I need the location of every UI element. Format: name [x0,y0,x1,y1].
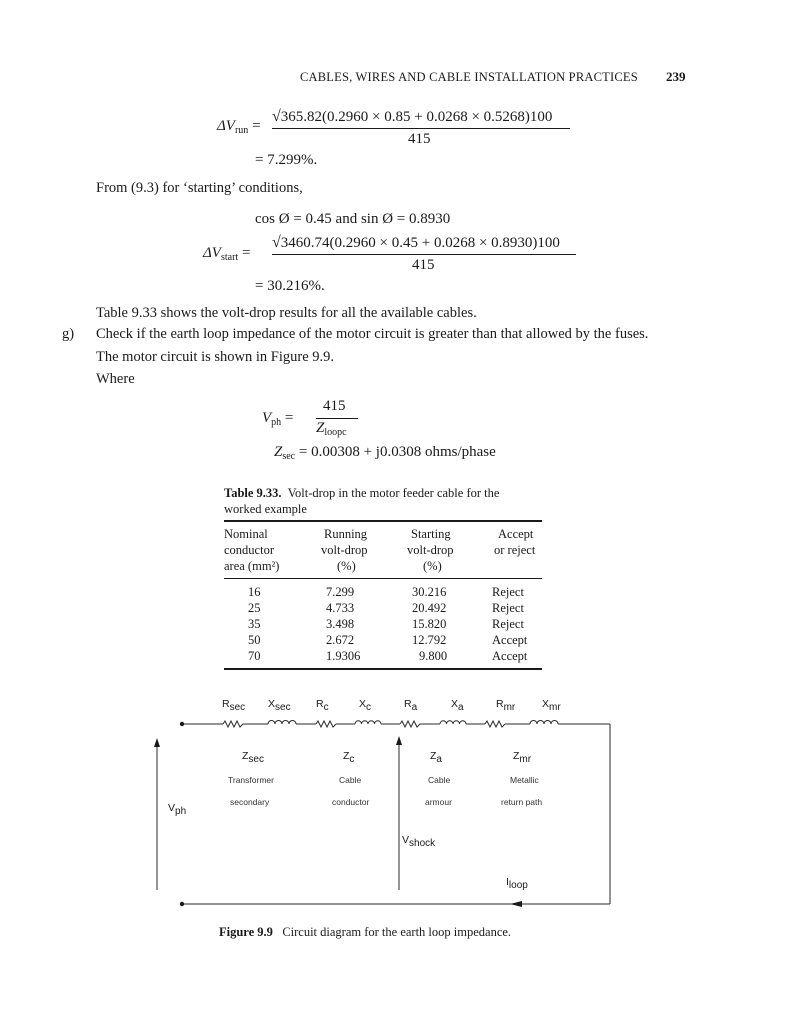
label-x-a: Xa [451,698,464,713]
eq-run-result: = 7.299%. [255,152,318,168]
label-iloop: Iloop [506,876,528,891]
table-caption: Table 9.33. Volt-drop in the motor feeder cable for the [224,486,500,500]
label-z-c-line2: conductor [332,797,370,807]
table-cell: 12.792 [412,633,447,647]
item-g-line2: The motor circuit is shown in Figure 9.9. [96,349,335,365]
label-z-c: Zc [343,750,355,765]
table-cell: 4.733 [326,601,355,615]
label-r-c: Rc [316,698,329,713]
vph-arrowhead-icon [154,738,160,747]
figure-caption: Figure 9.9 Circuit diagram for the earth loop impedance. [219,925,512,939]
terminal-dot-top [180,722,184,726]
table-cell: Reject [492,601,524,615]
inductor-x-mr-icon [530,721,558,725]
resistor-r-sec-icon [223,721,243,727]
label-z-a-line2: armour [425,797,452,807]
table-header-cell: Starting [411,527,451,541]
table-cell: 35 [248,617,261,631]
eq-run-denominator: 415 [408,131,431,147]
table-cell: 1.9306 [326,649,361,663]
table-header-cell: Accept [498,527,534,541]
table-cell: 2.672 [326,633,355,647]
eq-start-cos: cos Ø = 0.45 and sin Ø = 0.8930 [255,211,451,227]
terminal-dot-bottom [180,902,184,906]
inductor-x-c-icon [355,721,381,724]
label-x-mr: Xmr [542,698,561,713]
eq-vph-denominator: $Z_{loopc}$ [316,420,347,438]
inductor-x-sec-icon [268,721,296,725]
label-z-mr: Zmr [513,750,532,765]
vshock-arrowhead-icon [396,736,402,745]
eq-start-result: = 30.216%. [255,278,325,294]
table-cell: Accept [492,649,528,663]
eq-run-lhs: $\Delta V_{run}$ = [217,118,261,136]
resistor-r-mr-icon [485,721,505,727]
iloop-arrowhead-icon [510,901,522,907]
table-cell: 20.492 [412,601,447,615]
inductor-x-a-icon [440,721,466,724]
table-header-cell: Running [324,527,368,541]
table-cell: 70 [248,649,261,663]
table-header-cell: or reject [494,543,536,557]
table-cell: 16 [248,585,261,599]
table-cell: 25 [248,601,261,615]
table-header-cell: volt-drop [321,543,368,557]
starting-intro: From (9.3) for ‘starting’ conditions, [96,180,303,196]
running-title: CABLES, WIRES AND CABLE INSTALLATION PRACTICES [300,70,638,84]
label-z-a: Za [430,750,442,765]
label-z-a-line1: Cable [428,775,451,785]
table-cell: Accept [492,633,528,647]
item-g-text: Check if the earth loop impedance of the motor circuit is greater than that allowed by the fuses. [96,326,649,342]
table-header-cell: area (mm²) [224,559,280,573]
label-z-sec: Zsec [242,750,264,765]
eq-vph-numerator: 415 [323,398,346,414]
label-z-sec-line2: secondary [230,797,270,807]
eq-start-numerator: √3460.74(0.2960 × 0.45 + 0.0268 × 0.8930)100 [272,234,560,251]
label-x-c: Xc [359,698,372,713]
label-vshock: Vshock [402,834,436,849]
table-cell: Reject [492,617,524,631]
table-cell: 7.299 [326,585,355,599]
table-header-cell: (%) [337,559,356,573]
page-number: 239 [666,69,686,84]
table-cell: Reject [492,585,524,599]
label-r-a: Ra [404,698,418,713]
resistor-r-c-icon [316,721,336,727]
table-header-cell: (%) [423,559,442,573]
table-header-cell: volt-drop [407,543,454,557]
table-cell: 50 [248,633,261,647]
table-header-cell: conductor [224,543,274,557]
label-vph: Vph [168,802,187,817]
eq-start-denominator: 415 [412,257,435,273]
label-r-sec: Rsec [222,698,246,713]
label-r-mr: Rmr [496,698,516,713]
eq-zsec: $Z_{sec} = 0.00308 + j0.0308$ ohms/phase [274,444,496,462]
eq-start-lhs: $\Delta V_{start}$ = [203,245,251,263]
table-cell: 30.216 [412,585,447,599]
label-z-mr-line2: return path [501,797,543,807]
table-caption-line2: worked example [224,502,307,516]
label-z-c-line1: Cable [339,775,362,785]
item-g-marker: g) [62,326,75,342]
label-z-mr-line1: Metallic [510,775,539,785]
table-cell: 3.498 [326,617,355,631]
item-g-where: Where [96,371,135,387]
table-header-cell: Nominal [224,527,268,541]
label-z-sec-line1: Transformer [228,775,274,785]
table-cell: 15.820 [412,617,447,631]
para-table-ref: Table 9.33 shows the volt-drop results for all the available cables. [96,305,477,321]
label-x-sec: Xsec [268,698,291,713]
table-cell: 9.800 [419,649,448,663]
resistor-r-a-icon [400,721,420,727]
eq-vph-lhs: $V_{ph}$ = [262,410,294,428]
eq-run-numerator: √365.82(0.2960 × 0.85 + 0.0268 × 0.5268)100 [272,108,553,125]
